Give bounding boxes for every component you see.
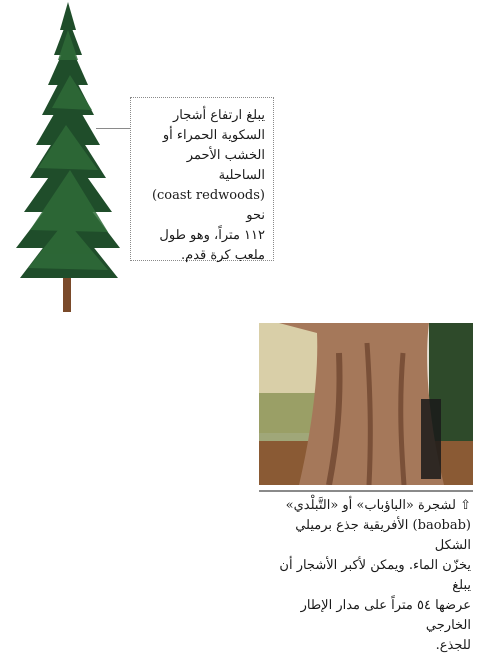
redwood-caption-line: ملعب كرة قدم. bbox=[181, 248, 265, 263]
redwood-caption-line: (coast redwoods) نحو bbox=[151, 188, 265, 223]
redwood-caption-line: السكوية الحمراء أو bbox=[162, 128, 265, 143]
redwood-caption bbox=[130, 97, 274, 261]
redwood-caption-line: الخشب الأحمر الساحلية bbox=[186, 148, 265, 183]
baobab-caption-line: عرضها ٥٤ متراً على مدار الإطار الخارجي bbox=[300, 598, 471, 633]
caption-connector-line bbox=[96, 128, 130, 129]
baobab-caption bbox=[259, 490, 473, 653]
baobab-caption-line: يخزّن الماء. ويمكن لأكبر الأشجار أن يبلغ bbox=[279, 558, 471, 593]
redwood-tree-image bbox=[8, 0, 128, 312]
baobab-caption-line: ⇧ لشجرة «الباؤباب» أو «التَّبلْدي» bbox=[285, 498, 471, 513]
redwood-caption-line: ١١٢ متراً، وهو طول bbox=[159, 228, 265, 243]
redwood-caption-line: يبلغ ارتفاع أشجار bbox=[173, 108, 265, 123]
baobab-tree-photo bbox=[259, 323, 473, 485]
baobab-caption-line: للجذع. bbox=[435, 638, 471, 653]
baobab-caption-line: (baobab) الأفريقية جذع برميلي الشكل bbox=[295, 518, 471, 553]
arrow-up-icon: ⇧ bbox=[460, 498, 471, 513]
